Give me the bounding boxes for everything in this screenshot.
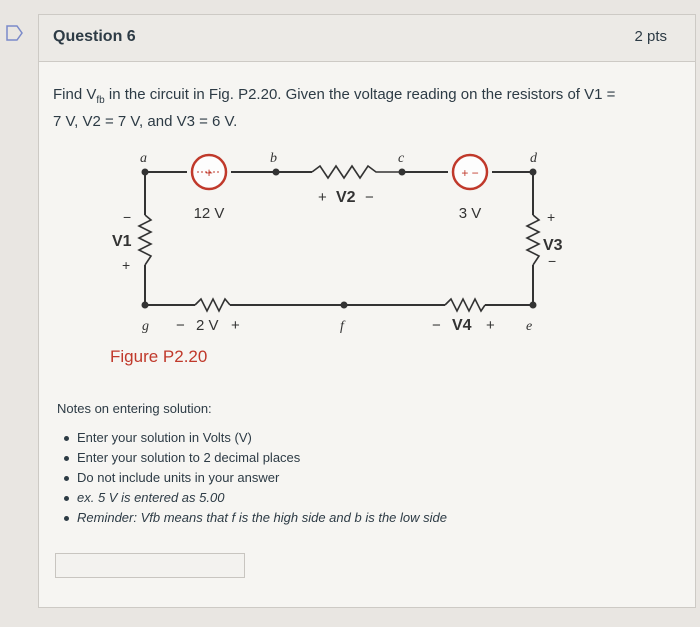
svg-text:2 V: 2 V xyxy=(196,317,219,334)
svg-text:−: − xyxy=(432,317,441,334)
notes-list xyxy=(60,428,447,528)
answer-input[interactable] xyxy=(55,553,245,578)
svg-text:−: − xyxy=(123,209,132,225)
circuit-figure xyxy=(90,140,610,380)
figure-caption: Figure P2.20 xyxy=(110,347,208,366)
svg-text:b: b xyxy=(270,151,277,166)
svg-text:+: + xyxy=(318,189,327,206)
svg-text:V3: V3 xyxy=(543,237,563,254)
list-item: ex. 5 V is entered as 5.00 xyxy=(60,488,447,508)
svg-text:+: + xyxy=(547,209,556,225)
flag-question-icon[interactable] xyxy=(4,24,24,42)
resistor-v4 xyxy=(445,299,485,311)
question-header xyxy=(39,15,695,62)
list-item: Do not include units in your answer xyxy=(60,468,447,488)
list-item: Enter your solution in Volts (V) xyxy=(60,428,447,448)
list-item: Enter your solution to 2 decimal places xyxy=(60,448,447,468)
svg-text:+ −: + − xyxy=(461,166,479,180)
resistor-v2 xyxy=(312,166,402,178)
svg-text:V1: V1 xyxy=(112,233,132,250)
resistor-v1 xyxy=(139,215,151,265)
svg-text:−: − xyxy=(548,253,557,269)
list-item: Reminder: Vfb means that f is the high side and b is the low side xyxy=(60,508,447,528)
svg-text:+: + xyxy=(486,317,495,334)
svg-text:f: f xyxy=(340,319,344,334)
svg-text:a: a xyxy=(140,151,147,166)
question-title: Question 6 xyxy=(53,28,136,45)
resistor-2v xyxy=(195,299,230,311)
svg-text:+: + xyxy=(122,257,131,273)
svg-text:+: + xyxy=(205,165,213,180)
svg-text:−: − xyxy=(176,317,185,334)
svg-text:−: − xyxy=(365,189,374,206)
question-points: 2 pts xyxy=(634,28,667,45)
svg-text:g: g xyxy=(142,319,149,334)
resistor-v3 xyxy=(527,215,539,265)
svg-text:V4: V4 xyxy=(452,317,472,334)
svg-text:12 V: 12 V xyxy=(193,205,225,222)
svg-text:+: + xyxy=(231,317,240,334)
svg-text:d: d xyxy=(530,151,537,166)
svg-text:V2: V2 xyxy=(336,189,356,206)
svg-text:e: e xyxy=(526,319,533,334)
svg-text:3 V: 3 V xyxy=(458,205,482,222)
notes-title: Notes on entering solution: xyxy=(57,401,212,416)
svg-text:c: c xyxy=(398,151,405,166)
question-prompt: Find $V_{fb}$ in the circuit in Fig. P2.20. Given the voltage reading on the resistors of V1 = 7 V, V2 = 7 V, and V3 = 6 V. xyxy=(53,86,616,130)
